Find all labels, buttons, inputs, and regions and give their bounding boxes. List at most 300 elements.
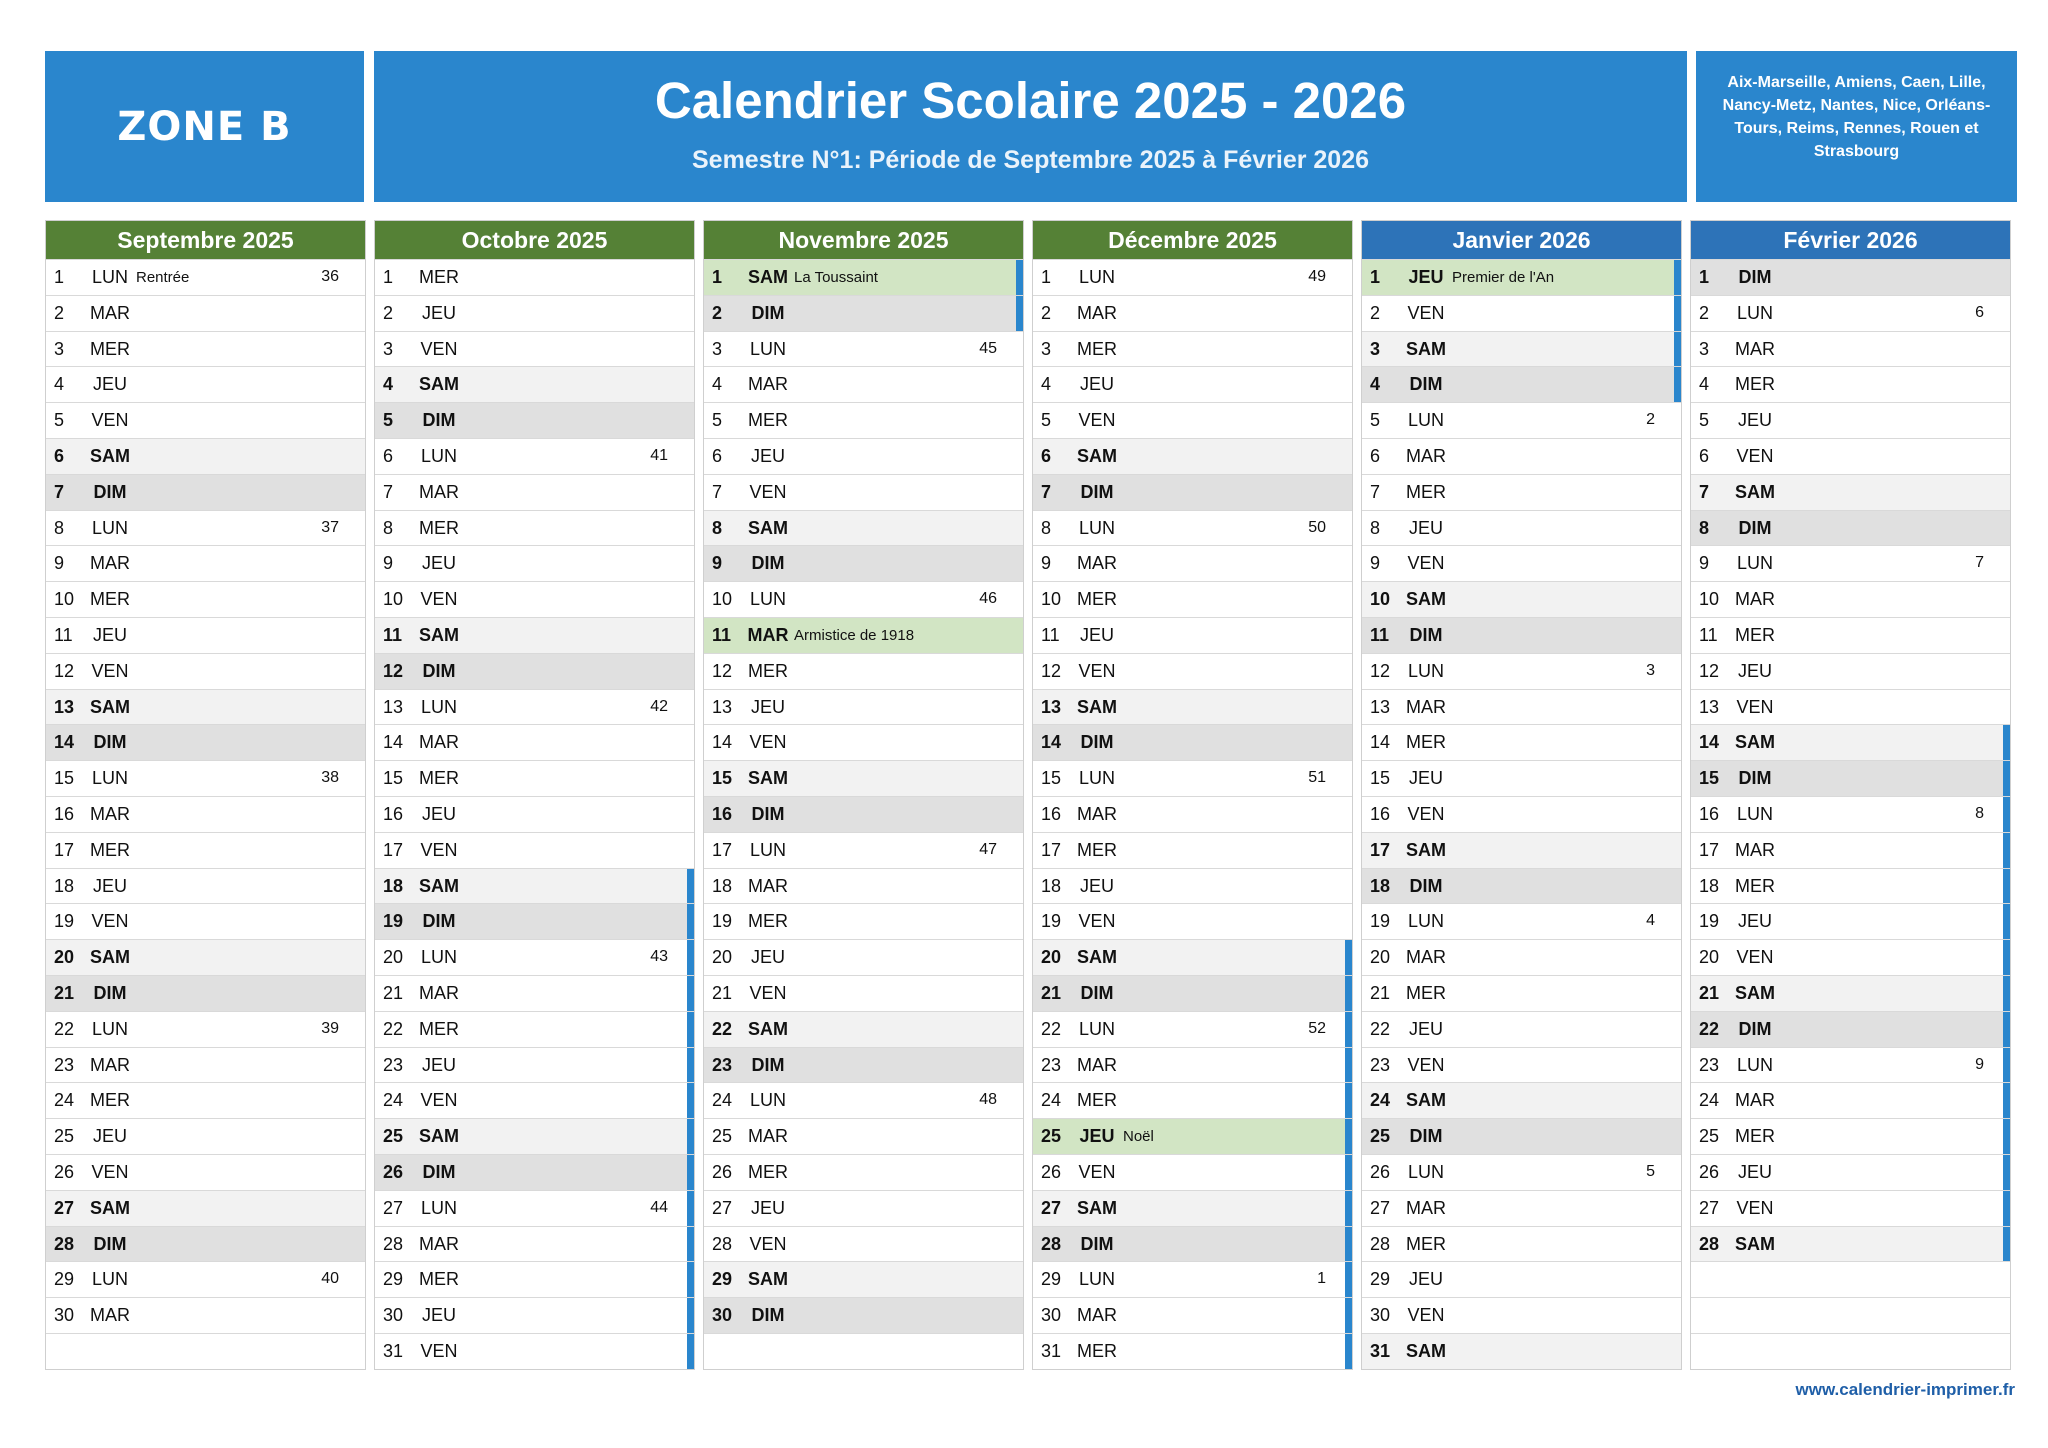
day-number: 25 xyxy=(54,1126,75,1147)
day-number: 18 xyxy=(383,875,404,896)
day-number: 1 xyxy=(712,267,723,287)
day-row xyxy=(375,1190,694,1226)
vacation-marker xyxy=(1345,1227,1352,1262)
day-number: 26 xyxy=(712,1161,733,1182)
day-name: LUN xyxy=(749,839,786,860)
day-number: 10 xyxy=(1041,589,1062,610)
day-number: 5 xyxy=(54,410,65,431)
vacation-marker xyxy=(687,940,694,975)
day-number: 23 xyxy=(712,1054,733,1075)
day-row xyxy=(46,939,365,975)
day-row xyxy=(1362,689,1681,725)
day-number: 19 xyxy=(383,911,404,932)
day-row xyxy=(1362,1047,1681,1083)
day-name: JEU xyxy=(1408,267,1444,287)
day-row xyxy=(375,939,694,975)
day-number: 23 xyxy=(54,1054,75,1075)
day-row xyxy=(1362,1082,1681,1118)
day-row xyxy=(1691,581,2010,617)
day-name: MER xyxy=(419,517,459,538)
day-row xyxy=(46,295,365,331)
day-number: 9 xyxy=(1699,553,1710,574)
day-row xyxy=(46,617,365,653)
vacation-marker xyxy=(1345,976,1352,1011)
day-name: DIM xyxy=(751,1305,785,1326)
day-number: 19 xyxy=(712,911,733,932)
day-row xyxy=(375,438,694,474)
vacation-marker xyxy=(1016,296,1023,331)
vacation-marker xyxy=(1674,296,1681,331)
day-row xyxy=(1691,617,2010,653)
day-number: 27 xyxy=(1699,1197,1720,1218)
day-number: 3 xyxy=(1370,338,1381,359)
day-name: DIM xyxy=(422,660,456,681)
week-number: 37 xyxy=(321,518,339,536)
academies-banner xyxy=(1696,51,2017,202)
day-name: SAM xyxy=(748,1018,788,1039)
day-name: VEN xyxy=(1407,803,1445,824)
day-name: SAM xyxy=(1735,732,1775,753)
day-name: JEU xyxy=(421,1305,456,1326)
day-name: SAM xyxy=(1406,839,1446,860)
day-name: MAR xyxy=(419,1233,459,1254)
day-name: SAM xyxy=(748,768,788,789)
vacation-marker xyxy=(1674,367,1681,402)
day-number: 8 xyxy=(383,517,394,538)
vacation-marker xyxy=(687,1048,694,1083)
vacation-marker xyxy=(687,1334,694,1369)
day-number: 16 xyxy=(1370,803,1391,824)
day-row xyxy=(1033,581,1352,617)
day-name: LUN xyxy=(91,517,128,538)
day-name: MER xyxy=(419,267,459,287)
day-name: MAR xyxy=(1406,696,1446,717)
day-name: JEU xyxy=(92,1126,127,1147)
day-row xyxy=(46,832,365,868)
day-number: 31 xyxy=(383,1340,404,1361)
day-name: JEU xyxy=(1737,660,1772,681)
day-name: SAM xyxy=(419,374,459,395)
day-name: DIM xyxy=(1409,374,1443,395)
day-number: 14 xyxy=(712,732,733,753)
day-number: 1 xyxy=(54,267,65,287)
day-name: LUN xyxy=(1078,1018,1115,1039)
day-row xyxy=(375,366,694,402)
day-name: VEN xyxy=(1078,660,1116,681)
day-number: 16 xyxy=(54,803,75,824)
day-row xyxy=(1033,1297,1352,1333)
event-label: Armistice de 1918 xyxy=(794,626,915,644)
day-number: 7 xyxy=(54,481,65,502)
event-label: Rentrée xyxy=(136,269,190,286)
day-name: VEN xyxy=(749,732,787,753)
day-row xyxy=(704,689,1023,725)
week-number: 3 xyxy=(1646,661,1655,679)
day-name: VEN xyxy=(91,660,129,681)
day-name: MER xyxy=(90,1090,130,1111)
day-name: DIM xyxy=(1409,1126,1443,1147)
day-number: 8 xyxy=(1370,517,1381,538)
day-name: JEU xyxy=(1408,1018,1443,1039)
day-row xyxy=(1691,438,2010,474)
day-name: MER xyxy=(1077,1090,1117,1111)
day-number: 13 xyxy=(54,696,75,717)
day-row xyxy=(46,1261,365,1297)
day-number: 26 xyxy=(1041,1161,1062,1182)
vacation-marker xyxy=(2003,725,2010,760)
day-number: 25 xyxy=(1041,1126,1062,1147)
week-number: 44 xyxy=(650,1198,668,1216)
day-number: 28 xyxy=(712,1233,733,1254)
vacation-marker xyxy=(1345,1334,1352,1369)
vacation-marker xyxy=(687,869,694,904)
day-name: MER xyxy=(1735,624,1775,645)
day-number: 5 xyxy=(1041,410,1052,431)
vacation-marker xyxy=(2003,940,2010,975)
title-banner xyxy=(374,51,1687,202)
day-name: VEN xyxy=(1736,1197,1774,1218)
day-name: MAR xyxy=(1406,947,1446,968)
day-name: LUN xyxy=(1407,1161,1444,1182)
day-row xyxy=(46,975,365,1011)
day-name: SAM xyxy=(1077,696,1117,717)
empty-row xyxy=(1691,1261,2010,1297)
day-number: 2 xyxy=(383,302,394,323)
day-row xyxy=(375,1011,694,1047)
day-name: MAR xyxy=(419,732,459,753)
day-row xyxy=(1691,331,2010,367)
day-name: DIM xyxy=(93,982,127,1003)
day-name: DIM xyxy=(1409,875,1443,896)
day-name: MER xyxy=(1077,1340,1117,1361)
day-number: 12 xyxy=(383,660,404,681)
day-row xyxy=(375,1261,694,1297)
day-row xyxy=(1033,474,1352,510)
day-name: JEU xyxy=(750,1197,785,1218)
day-number: 24 xyxy=(383,1090,404,1111)
day-number: 13 xyxy=(1370,696,1391,717)
day-number: 30 xyxy=(383,1305,404,1326)
vacation-marker xyxy=(687,1262,694,1297)
day-number: 12 xyxy=(1699,660,1720,681)
day-number: 7 xyxy=(712,481,723,502)
day-row xyxy=(1033,724,1352,760)
vacation-marker xyxy=(2003,976,2010,1011)
day-name: DIM xyxy=(1738,267,1772,287)
day-number: 14 xyxy=(1041,732,1062,753)
day-number: 1 xyxy=(1370,267,1381,287)
day-number: 3 xyxy=(1041,338,1052,359)
day-name: VEN xyxy=(91,410,129,431)
day-name: DIM xyxy=(1738,1018,1772,1039)
day-name: LUN xyxy=(1078,1269,1115,1290)
day-row xyxy=(46,1118,365,1154)
website-footer[interactable]: www.calendrier-imprimer.fr xyxy=(1795,1380,2015,1399)
day-name: MAR xyxy=(1735,839,1775,860)
day-number: 20 xyxy=(712,947,733,968)
day-name: VEN xyxy=(1078,911,1116,932)
day-number: 2 xyxy=(712,302,723,323)
vacation-marker xyxy=(1345,1083,1352,1118)
day-name: MER xyxy=(1735,875,1775,896)
day-number: 15 xyxy=(1041,768,1062,789)
day-name: SAM xyxy=(419,1126,459,1147)
day-number: 7 xyxy=(1699,481,1710,502)
day-name: SAM xyxy=(748,1269,788,1290)
vacation-marker xyxy=(2003,1227,2010,1262)
day-row xyxy=(704,796,1023,832)
day-name: SAM xyxy=(748,267,788,287)
day-name: DIM xyxy=(93,1233,127,1254)
day-row xyxy=(46,581,365,617)
day-row xyxy=(704,259,1023,295)
day-number: 29 xyxy=(383,1269,404,1290)
day-number: 23 xyxy=(1370,1054,1391,1075)
event-label: La Toussaint xyxy=(794,269,878,286)
day-number: 21 xyxy=(1699,982,1720,1003)
day-row xyxy=(1033,1333,1352,1369)
vacation-marker xyxy=(1674,332,1681,367)
day-name: MAR xyxy=(748,875,788,896)
day-number: 20 xyxy=(1041,947,1062,968)
day-number: 11 xyxy=(712,624,732,645)
day-name: LUN xyxy=(1736,553,1773,574)
vacation-marker xyxy=(1016,260,1023,295)
day-row xyxy=(1362,1226,1681,1262)
week-number: 42 xyxy=(650,697,668,715)
day-name: MER xyxy=(1735,374,1775,395)
day-row xyxy=(1691,868,2010,904)
week-number: 2 xyxy=(1646,411,1655,429)
day-name: JEU xyxy=(1737,911,1772,932)
day-number: 6 xyxy=(1041,445,1052,466)
vacation-marker xyxy=(2003,1155,2010,1190)
day-name: LUN xyxy=(91,1018,128,1039)
month-title: Janvier 2026 xyxy=(1362,221,1681,259)
day-row xyxy=(46,402,365,438)
day-name: VEN xyxy=(420,839,458,860)
day-row xyxy=(1362,1154,1681,1190)
vacation-marker xyxy=(2003,904,2010,939)
day-number: 9 xyxy=(383,553,394,574)
week-number: 52 xyxy=(1308,1019,1326,1037)
week-number: 36 xyxy=(321,268,339,285)
day-name: VEN xyxy=(420,1090,458,1111)
day-number: 28 xyxy=(1041,1233,1062,1254)
day-number: 5 xyxy=(1370,410,1381,431)
day-row xyxy=(1033,1118,1352,1154)
day-number: 11 xyxy=(1699,624,1718,645)
day-name: VEN xyxy=(1078,410,1116,431)
day-row xyxy=(375,653,694,689)
day-number: 5 xyxy=(1699,410,1710,431)
day-row xyxy=(1362,939,1681,975)
day-name: MAR xyxy=(1406,1197,1446,1218)
day-name: JEU xyxy=(1737,410,1772,431)
day-number: 25 xyxy=(1699,1126,1720,1147)
day-number: 8 xyxy=(1699,517,1710,538)
day-row xyxy=(375,724,694,760)
day-number: 28 xyxy=(383,1233,404,1254)
day-row xyxy=(1033,939,1352,975)
day-number: 6 xyxy=(54,445,65,466)
day-number: 18 xyxy=(1041,875,1062,896)
day-number: 5 xyxy=(383,410,394,431)
day-number: 28 xyxy=(1370,1233,1391,1254)
day-row xyxy=(46,331,365,367)
day-number: 16 xyxy=(383,803,404,824)
week-number: 49 xyxy=(1308,268,1326,285)
day-row xyxy=(1033,868,1352,904)
week-number: 41 xyxy=(650,446,668,464)
day-name: MER xyxy=(419,1269,459,1290)
vacation-marker xyxy=(1345,1298,1352,1333)
day-number: 11 xyxy=(1370,624,1390,645)
month-title: Novembre 2025 xyxy=(704,221,1023,259)
day-name: DIM xyxy=(1080,732,1114,753)
zone-label: ZONE B xyxy=(117,103,292,150)
week-number: 38 xyxy=(321,769,339,787)
day-number: 21 xyxy=(54,982,75,1003)
day-row xyxy=(375,617,694,653)
day-number: 16 xyxy=(1699,803,1720,824)
day-name: VEN xyxy=(1078,1161,1116,1182)
day-row xyxy=(1033,617,1352,653)
day-number: 14 xyxy=(1699,732,1720,753)
day-row xyxy=(704,581,1023,617)
day-number: 24 xyxy=(712,1090,733,1111)
day-number: 6 xyxy=(1370,445,1381,466)
day-row xyxy=(375,331,694,367)
day-number: 8 xyxy=(54,517,65,538)
day-row xyxy=(1362,1297,1681,1333)
day-number: 4 xyxy=(712,374,723,395)
day-number: 20 xyxy=(383,947,404,968)
day-row xyxy=(704,438,1023,474)
day-number: 7 xyxy=(1041,481,1052,502)
day-row xyxy=(375,1154,694,1190)
day-row xyxy=(375,1082,694,1118)
day-number: 14 xyxy=(54,732,75,753)
day-name: DIM xyxy=(1080,1233,1114,1254)
day-name: LUN xyxy=(1736,302,1773,323)
day-number: 13 xyxy=(712,696,733,717)
day-name: MER xyxy=(748,1161,788,1182)
day-name: MER xyxy=(90,839,130,860)
day-number: 17 xyxy=(712,839,733,860)
day-number: 30 xyxy=(712,1305,733,1326)
day-row xyxy=(375,1226,694,1262)
day-number: 10 xyxy=(1370,589,1391,610)
day-name: DIM xyxy=(751,803,785,824)
day-row xyxy=(46,903,365,939)
day-name: MER xyxy=(1406,732,1446,753)
day-row xyxy=(1033,438,1352,474)
day-name: LUN xyxy=(420,445,457,466)
day-row xyxy=(1691,832,2010,868)
semester-subtitle: Semestre N°1: Période de Septembre 2025 à Février 2026 xyxy=(691,146,1370,174)
month-column xyxy=(1361,220,1682,1370)
day-name: MER xyxy=(90,589,130,610)
day-name: LUN xyxy=(420,947,457,968)
day-row xyxy=(704,903,1023,939)
day-row xyxy=(704,1118,1023,1154)
day-number: 11 xyxy=(383,624,403,645)
day-name: LUN xyxy=(1736,803,1773,824)
day-name: VEN xyxy=(1736,445,1774,466)
week-number: 43 xyxy=(650,948,668,966)
day-name: MAR xyxy=(90,553,130,574)
day-row xyxy=(46,510,365,546)
day-row xyxy=(1691,1082,2010,1118)
day-row xyxy=(1691,545,2010,581)
day-row xyxy=(375,1047,694,1083)
vacation-marker xyxy=(687,1298,694,1333)
day-row xyxy=(704,1226,1023,1262)
day-row xyxy=(375,1333,694,1369)
week-number: 46 xyxy=(979,590,997,608)
day-number: 23 xyxy=(383,1054,404,1075)
day-row xyxy=(704,295,1023,331)
day-number: 13 xyxy=(383,696,404,717)
day-number: 30 xyxy=(1041,1305,1062,1326)
day-number: 8 xyxy=(712,517,723,538)
week-number: 4 xyxy=(1646,912,1655,930)
academies-list: Aix-Marseille, Amiens, Caen, Lille, Nancy-Metz, Nantes, Nice, Orléans-Tours, Reims, Rennes, Rouen et Strasbourg xyxy=(1722,73,1991,160)
vacation-marker xyxy=(2003,1119,2010,1154)
day-name: DIM xyxy=(751,1054,785,1075)
day-number: 29 xyxy=(54,1269,75,1290)
week-number: 8 xyxy=(1975,804,1984,822)
day-number: 23 xyxy=(1699,1054,1720,1075)
day-name: VEN xyxy=(1407,1054,1445,1075)
day-name: JEU xyxy=(421,803,456,824)
day-row xyxy=(375,295,694,331)
day-row xyxy=(704,1297,1023,1333)
day-row xyxy=(704,1011,1023,1047)
day-number: 31 xyxy=(1370,1340,1391,1361)
day-number: 22 xyxy=(54,1018,75,1039)
day-number: 9 xyxy=(1041,553,1052,574)
day-name: JEU xyxy=(421,553,456,574)
month-column xyxy=(45,220,366,1370)
day-name: SAM xyxy=(1735,481,1775,502)
day-number: 10 xyxy=(383,589,404,610)
day-row xyxy=(1362,1261,1681,1297)
day-row xyxy=(375,1118,694,1154)
day-number: 19 xyxy=(1699,911,1720,932)
day-name: MER xyxy=(748,410,788,431)
day-number: 22 xyxy=(1370,1018,1391,1039)
day-row xyxy=(1362,474,1681,510)
day-row xyxy=(1691,295,2010,331)
day-name: DIM xyxy=(422,1161,456,1182)
day-name: SAM xyxy=(1406,1090,1446,1111)
week-number: 47 xyxy=(979,840,997,858)
day-name: SAM xyxy=(90,947,130,968)
month-column xyxy=(1032,220,1353,1370)
day-row xyxy=(1362,724,1681,760)
day-row xyxy=(375,760,694,796)
day-row xyxy=(1362,438,1681,474)
day-name: LUN xyxy=(420,1197,457,1218)
month-title: Septembre 2025 xyxy=(46,221,365,259)
day-row xyxy=(46,474,365,510)
day-row xyxy=(1362,510,1681,546)
event-label: Premier de l'An xyxy=(1452,269,1555,286)
day-row xyxy=(1033,510,1352,546)
vacation-marker xyxy=(687,1083,694,1118)
